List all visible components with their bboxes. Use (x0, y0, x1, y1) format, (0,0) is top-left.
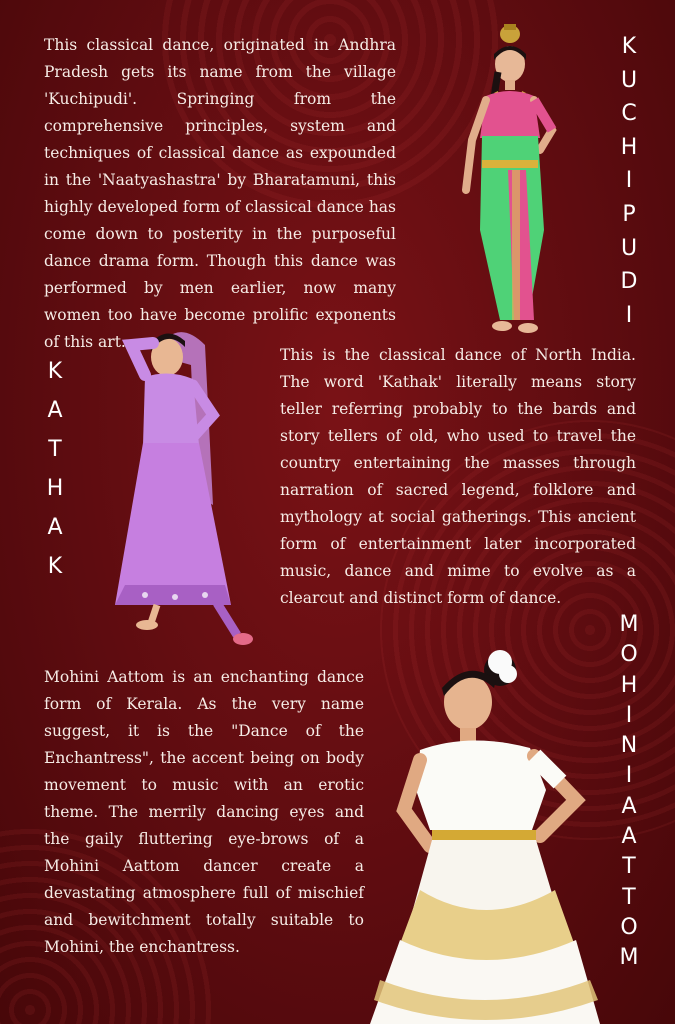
title-letter: C (621, 101, 637, 127)
title-letter: O (620, 642, 638, 668)
title-letter: H (620, 672, 638, 698)
title-letter: O (620, 914, 638, 940)
title-letter: U (620, 67, 638, 93)
title-letter: M (619, 945, 639, 971)
kathak-title (40, 352, 70, 586)
title-letter: D (620, 269, 638, 295)
title-letter: N (620, 733, 638, 759)
title-letter: H (620, 134, 638, 160)
title-letter: I (625, 763, 633, 789)
mohiniaattom-description: Mohini Aattom is an enchanting dance form of Kerala. As the very name suggest, it is the "Dance of the Enchantress", the accent being on body movement to music with an erotic theme. The merrily dancing eyes and the gaily fluttering eye-brows of a Mohini Aattom dancer create a devastating atmosphere full of mischief and bewitchment totally suitable to Mohini, the enchantress. (44, 668, 364, 956)
kathak-description: This is the classical dance of North India. The word 'Kathak' literally means story teller referring probably to the bards and story tellers of old, who used to travel the country entertaining the masses through narration of sacred legend, folklore and mythology at social gatherings. This ancient form of entertainment later incorporated music, dance and mime to evolve as a clearcut and distinct form of dance. (280, 346, 636, 607)
title-letter: U (620, 235, 638, 261)
mohiniaattom-dancer-image (350, 640, 610, 1024)
title-letter: P (622, 201, 636, 227)
mohiniaattom-title (614, 610, 644, 974)
title-letter: A (47, 515, 63, 540)
title-letter: A (621, 793, 637, 819)
title-letter: A (47, 398, 63, 423)
title-letter: T (48, 437, 62, 462)
title-letter: T (622, 884, 636, 910)
title-letter: A (621, 824, 637, 850)
title-letter: K (47, 554, 63, 579)
kathak-dancer-image (105, 315, 265, 655)
kuchipudi-description: This classical dance, originated in Andhra Pradesh gets its name from the village 'Kuchipudi'. Springing from the comprehensive principles, system and techniques of classical dance as expounded in the 'Naatyashastra' by Bharatamuni, this highly developed form of classical dance has come down to posterity in the purposeful dance drama form. Though this dance was performed by men earlier, now many women too have become prolific exponents of this art. (44, 36, 396, 351)
kuchipudi-title (614, 30, 644, 332)
title-letter: K (47, 359, 63, 384)
title-letter: H (46, 476, 64, 501)
title-letter: I (625, 302, 633, 328)
kuchipudi-dancer-image (430, 20, 580, 340)
title-letter: I (625, 168, 633, 194)
title-letter: I (625, 702, 633, 728)
title-letter: M (619, 612, 639, 637)
title-letter: K (621, 34, 637, 59)
title-letter: T (622, 854, 636, 880)
